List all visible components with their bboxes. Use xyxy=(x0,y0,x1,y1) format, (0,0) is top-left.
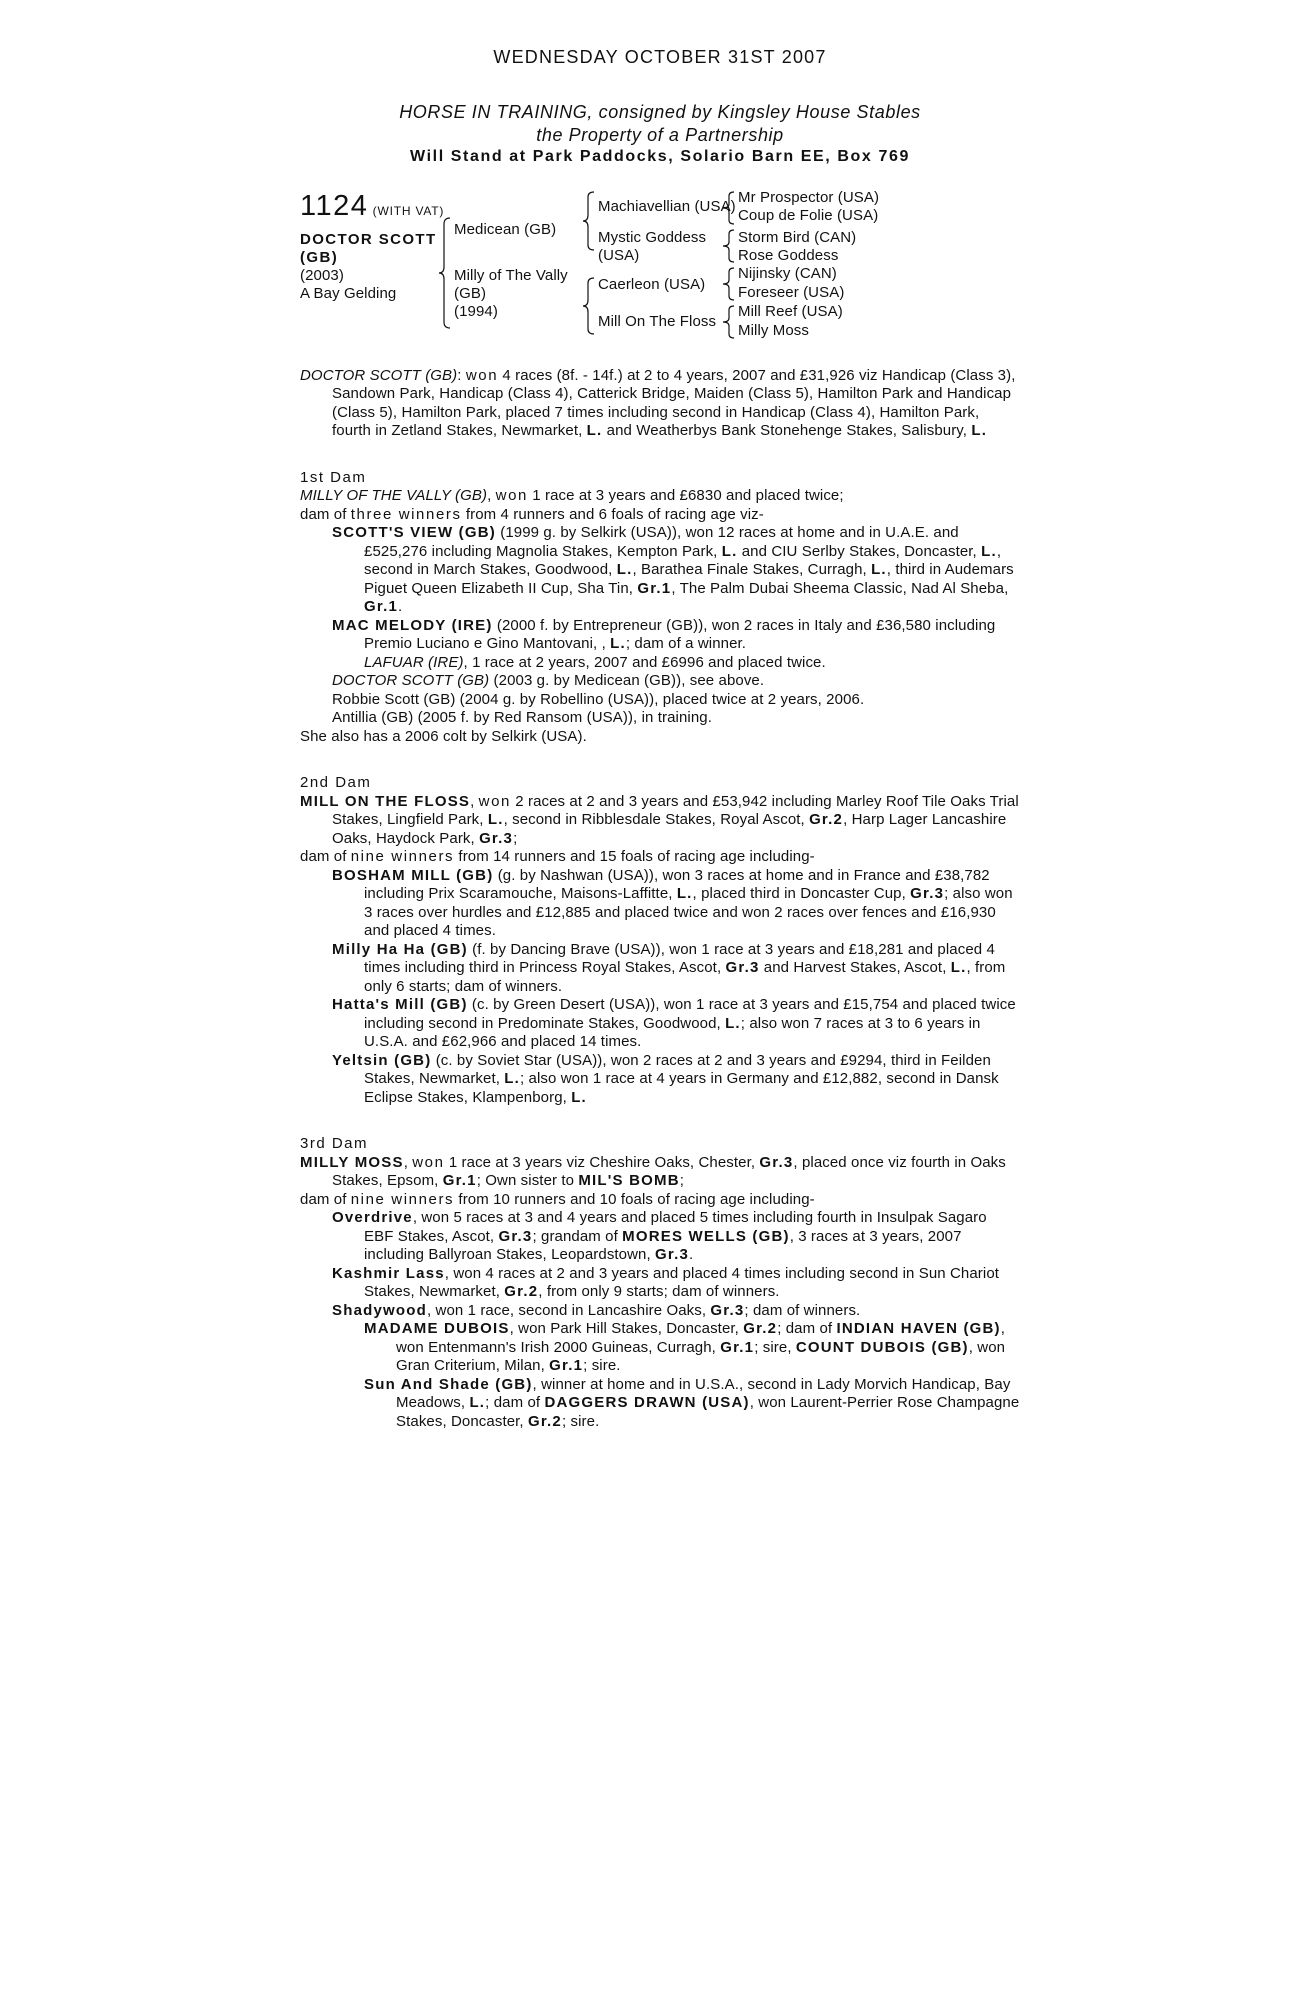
horse-name: DOCTOR SCOTT xyxy=(300,230,437,248)
produce-entry: Kashmir Lass, won 4 races at 2 and 3 years and placed 4 times including second in Sun Chariot Stakes, Newmarket, Gr.2, from only 9 starts; dam of winners. xyxy=(332,1264,1000,1300)
dam-sire: Caerleon (USA) xyxy=(598,275,706,293)
third-dam-produce-summary: dam of nine winners from 10 runners and 10 foals of racing age including- xyxy=(300,1190,815,1208)
grand-1: Mr Prospector (USA) xyxy=(738,188,880,206)
third-dam-record: MILLY MOSS, won 1 race at 3 years viz Cheshire Oaks, Chester, Gr.3, placed once viz fourth in Oaks Stakes, Epsom, Gr.1; Own sister to MIL'S BOMB; xyxy=(300,1153,1006,1189)
second-dam-produce-summary: dam of nine winners from 14 runners and 15 foals of racing age including- xyxy=(300,848,815,865)
sale-date: WEDNESDAY OCTOBER 31ST 2007 xyxy=(493,47,827,67)
racing-summary xyxy=(300,367,1020,441)
grand-8: Milly Moss xyxy=(738,321,809,339)
sire-dam-line2: (USA) xyxy=(598,246,640,264)
summary-paragraph: DOCTOR SCOTT (GB): won 4 races (8f. - 14f.) at 2 to 4 years, 2007 and £31,926 viz Handicap (Class 3), Sandown Park, Handicap (Class 4), Catterick Bridge, Maiden (Class 5), Hamilton Park and Handicap (Class 5), Hamilton Park, placed 7 times including second in Handicap (Class 4), Hamilton Park, fourth in Zetland Stakes, Newmarket, L. and Weatherbys Bank Stonehenge Stakes, Salisbury, L. xyxy=(300,366,1016,439)
horse-description: A Bay Gelding xyxy=(300,284,397,302)
produce-entry: Robbie Scott (GB) (2004 g. by Robellino (USA)), placed twice at 2 years, 2006. xyxy=(332,690,865,708)
sire: Medicean (GB) xyxy=(454,220,557,238)
first-dam-heading: 1st Dam xyxy=(300,468,367,486)
dam-line1: Milly of The Vally xyxy=(454,266,568,284)
produce-entry: MAC MELODY (IRE) (2000 f. by Entrepreneur (GB)), won 2 races in Italy and £36,580 including Premio Luciano e Gino Mantovani, , L.; dam of a winner. xyxy=(332,616,996,652)
lot-property-line: the Property of a Partnership xyxy=(536,124,784,145)
pedigree-brace xyxy=(722,191,736,225)
third-dam-section xyxy=(300,1135,1020,1431)
pedigree-brace xyxy=(722,305,736,339)
grand-2: Coup de Folie (USA) xyxy=(738,206,879,224)
first-dam-record: MILLY OF THE VALLY (GB), won 1 race at 3 years and £6830 and placed twice; xyxy=(300,487,844,504)
dam-line2: (GB) xyxy=(454,284,487,302)
first-dam-note: She also has a 2006 colt by Selkirk (USA). xyxy=(300,727,587,745)
produce-entry: SCOTT'S VIEW (GB) (1999 g. by Selkirk (USA)), won 12 races at home and in U.A.E. and £525,276 including Magnolia Stakes, Kempton Park, L. and CIU Serlby Stakes, Doncaster, L., second in March Stakes, Goodwood, L., Barathea Finale Stakes, Curragh, L., third in Audemars Piguet Queen Elizabeth II Cup, Sha Tin, Gr.1, The Palm Dubai Sheema Classic, Nad Al Sheba, Gr.1. xyxy=(332,524,1014,615)
produce-entry: DOCTOR SCOTT (GB) (2003 g. by Medicean (GB)), see above. xyxy=(332,672,765,689)
third-dam-heading: 3rd Dam xyxy=(300,1135,369,1152)
produce-sub-entry: MADAME DUBOIS, won Park Hill Stakes, Doncaster, Gr.2; dam of INDIAN HAVEN (GB), won Entenmann's Irish 2000 Guineas, Curragh, Gr.1; sire, COUNT DUBOIS (GB), won Gran Criterium, Milan, Gr.1; sire. xyxy=(364,1320,1006,1374)
first-dam-section xyxy=(300,469,1020,747)
produce-sub-entry: Sun And Shade (GB), winner at home and in U.S.A., second in Lady Morvich Handicap, Bay Meadows, L.; dam of DAGGERS DRAWN (USA), won Laurent-Perrier Rose Champagne Stakes, Doncaster, Gr.2; sire. xyxy=(364,1375,1020,1430)
pedigree-brace xyxy=(582,191,596,251)
pedigree-table xyxy=(300,189,1020,349)
grand-7: Mill Reef (USA) xyxy=(738,302,843,320)
grand-4: Rose Goddess xyxy=(738,246,839,264)
lot-number: 1124 xyxy=(300,189,369,222)
second-dam-record: MILL ON THE FLOSS, won 2 races at 2 and 3 years and £53,942 including Marley Roof Tile Oaks Trial Stakes, Lingfield Park, L., second in Ribblesdale Stakes, Royal Ascot, Gr.2, Harp Lager Lancashire Oaks, Haydock Park, Gr.3; xyxy=(300,792,1019,847)
sire-dam-line1: Mystic Goddess xyxy=(598,228,707,246)
dam-dam: Mill On The Floss xyxy=(598,312,717,330)
grand-3: Storm Bird (CAN) xyxy=(738,228,857,246)
pedigree-brace xyxy=(582,277,596,335)
produce-entry: Milly Ha Ha (GB) (f. by Dancing Brave (USA)), won 1 race at 3 years and £18,281 and placed 4 times including third in Princess Royal Stakes, Ascot, Gr.3 and Harvest Stakes, Ascot, L., from only 6 starts; dam of winners. xyxy=(332,940,1006,995)
pedigree-brace xyxy=(438,217,452,329)
produce-entry: Shadywood, won 1 race, second in Lancashire Oaks, Gr.3; dam of winners. xyxy=(332,1301,861,1319)
horse-year: (2003) xyxy=(300,266,344,284)
produce-entry: BOSHAM MILL (GB) (g. by Nashwan (USA)), won 3 races at home and in France and £38,782 including Prix Scaramouche, Maisons-Laffitte, L., placed third in Doncaster Cup, Gr.3; also won 3 races over hurdles and £12,885 and placed twice and won 2 races over fences and £16,930 and placed 4 times. xyxy=(332,866,1013,939)
pedigree-brace xyxy=(722,229,736,263)
sire-sire: Machiavellian (USA) xyxy=(598,197,736,215)
first-dam-produce-summary: dam of three winners from 4 runners and 6 foals of racing age viz- xyxy=(300,505,764,523)
second-dam-section xyxy=(300,774,1020,1107)
horse-name-country: (GB) xyxy=(300,248,339,266)
produce-sub-entry: LAFUAR (IRE), 1 race at 2 years, 2007 and £6996 and placed twice. xyxy=(364,653,826,671)
dam-line3: (1994) xyxy=(454,302,498,320)
vat-note: (WITH VAT) xyxy=(372,203,445,218)
pedigree-brace xyxy=(722,267,736,301)
lot-number-block xyxy=(300,189,445,222)
catalogue-page xyxy=(300,40,1020,1431)
stand-location: Will Stand at Park Paddocks, Solario Barn EE, Box 769 xyxy=(410,147,910,165)
produce-entry: Antillia (GB) (2005 f. by Red Ransom (USA)), in training. xyxy=(332,709,713,726)
produce-entry: Hatta's Mill (GB) (c. by Green Desert (USA)), won 1 race at 3 years and £15,754 and placed twice including second in Predominate Stakes, Goodwood, L.; also won 7 races at 3 to 6 years in U.S.A. and £62,966 and placed 14 times. xyxy=(332,996,1016,1050)
second-dam-heading: 2nd Dam xyxy=(300,774,372,791)
grand-6: Foreseer (USA) xyxy=(738,283,845,301)
produce-entry: Overdrive, won 5 races at 3 and 4 years and placed 5 times including fourth in Insulpak Sagaro EBF Stakes, Ascot, Gr.3; grandam of MORES WELLS (GB), 3 races at 3 years, 2007 including Ballyroan Stakes, Leopardstown, Gr.3. xyxy=(332,1209,987,1263)
grand-5: Nijinsky (CAN) xyxy=(738,264,837,282)
produce-entry: Yeltsin (GB) (c. by Soviet Star (USA)), won 2 races at 2 and 3 years and £9294, third in Feilden Stakes, Newmarket, L.; also won 1 race at 4 years in Germany and £12,882, second in Dansk Eclipse Stakes, Klampenborg, L. xyxy=(332,1051,999,1106)
lot-consignment-line: HORSE IN TRAINING, consigned by Kingsley House Stables xyxy=(399,101,921,122)
